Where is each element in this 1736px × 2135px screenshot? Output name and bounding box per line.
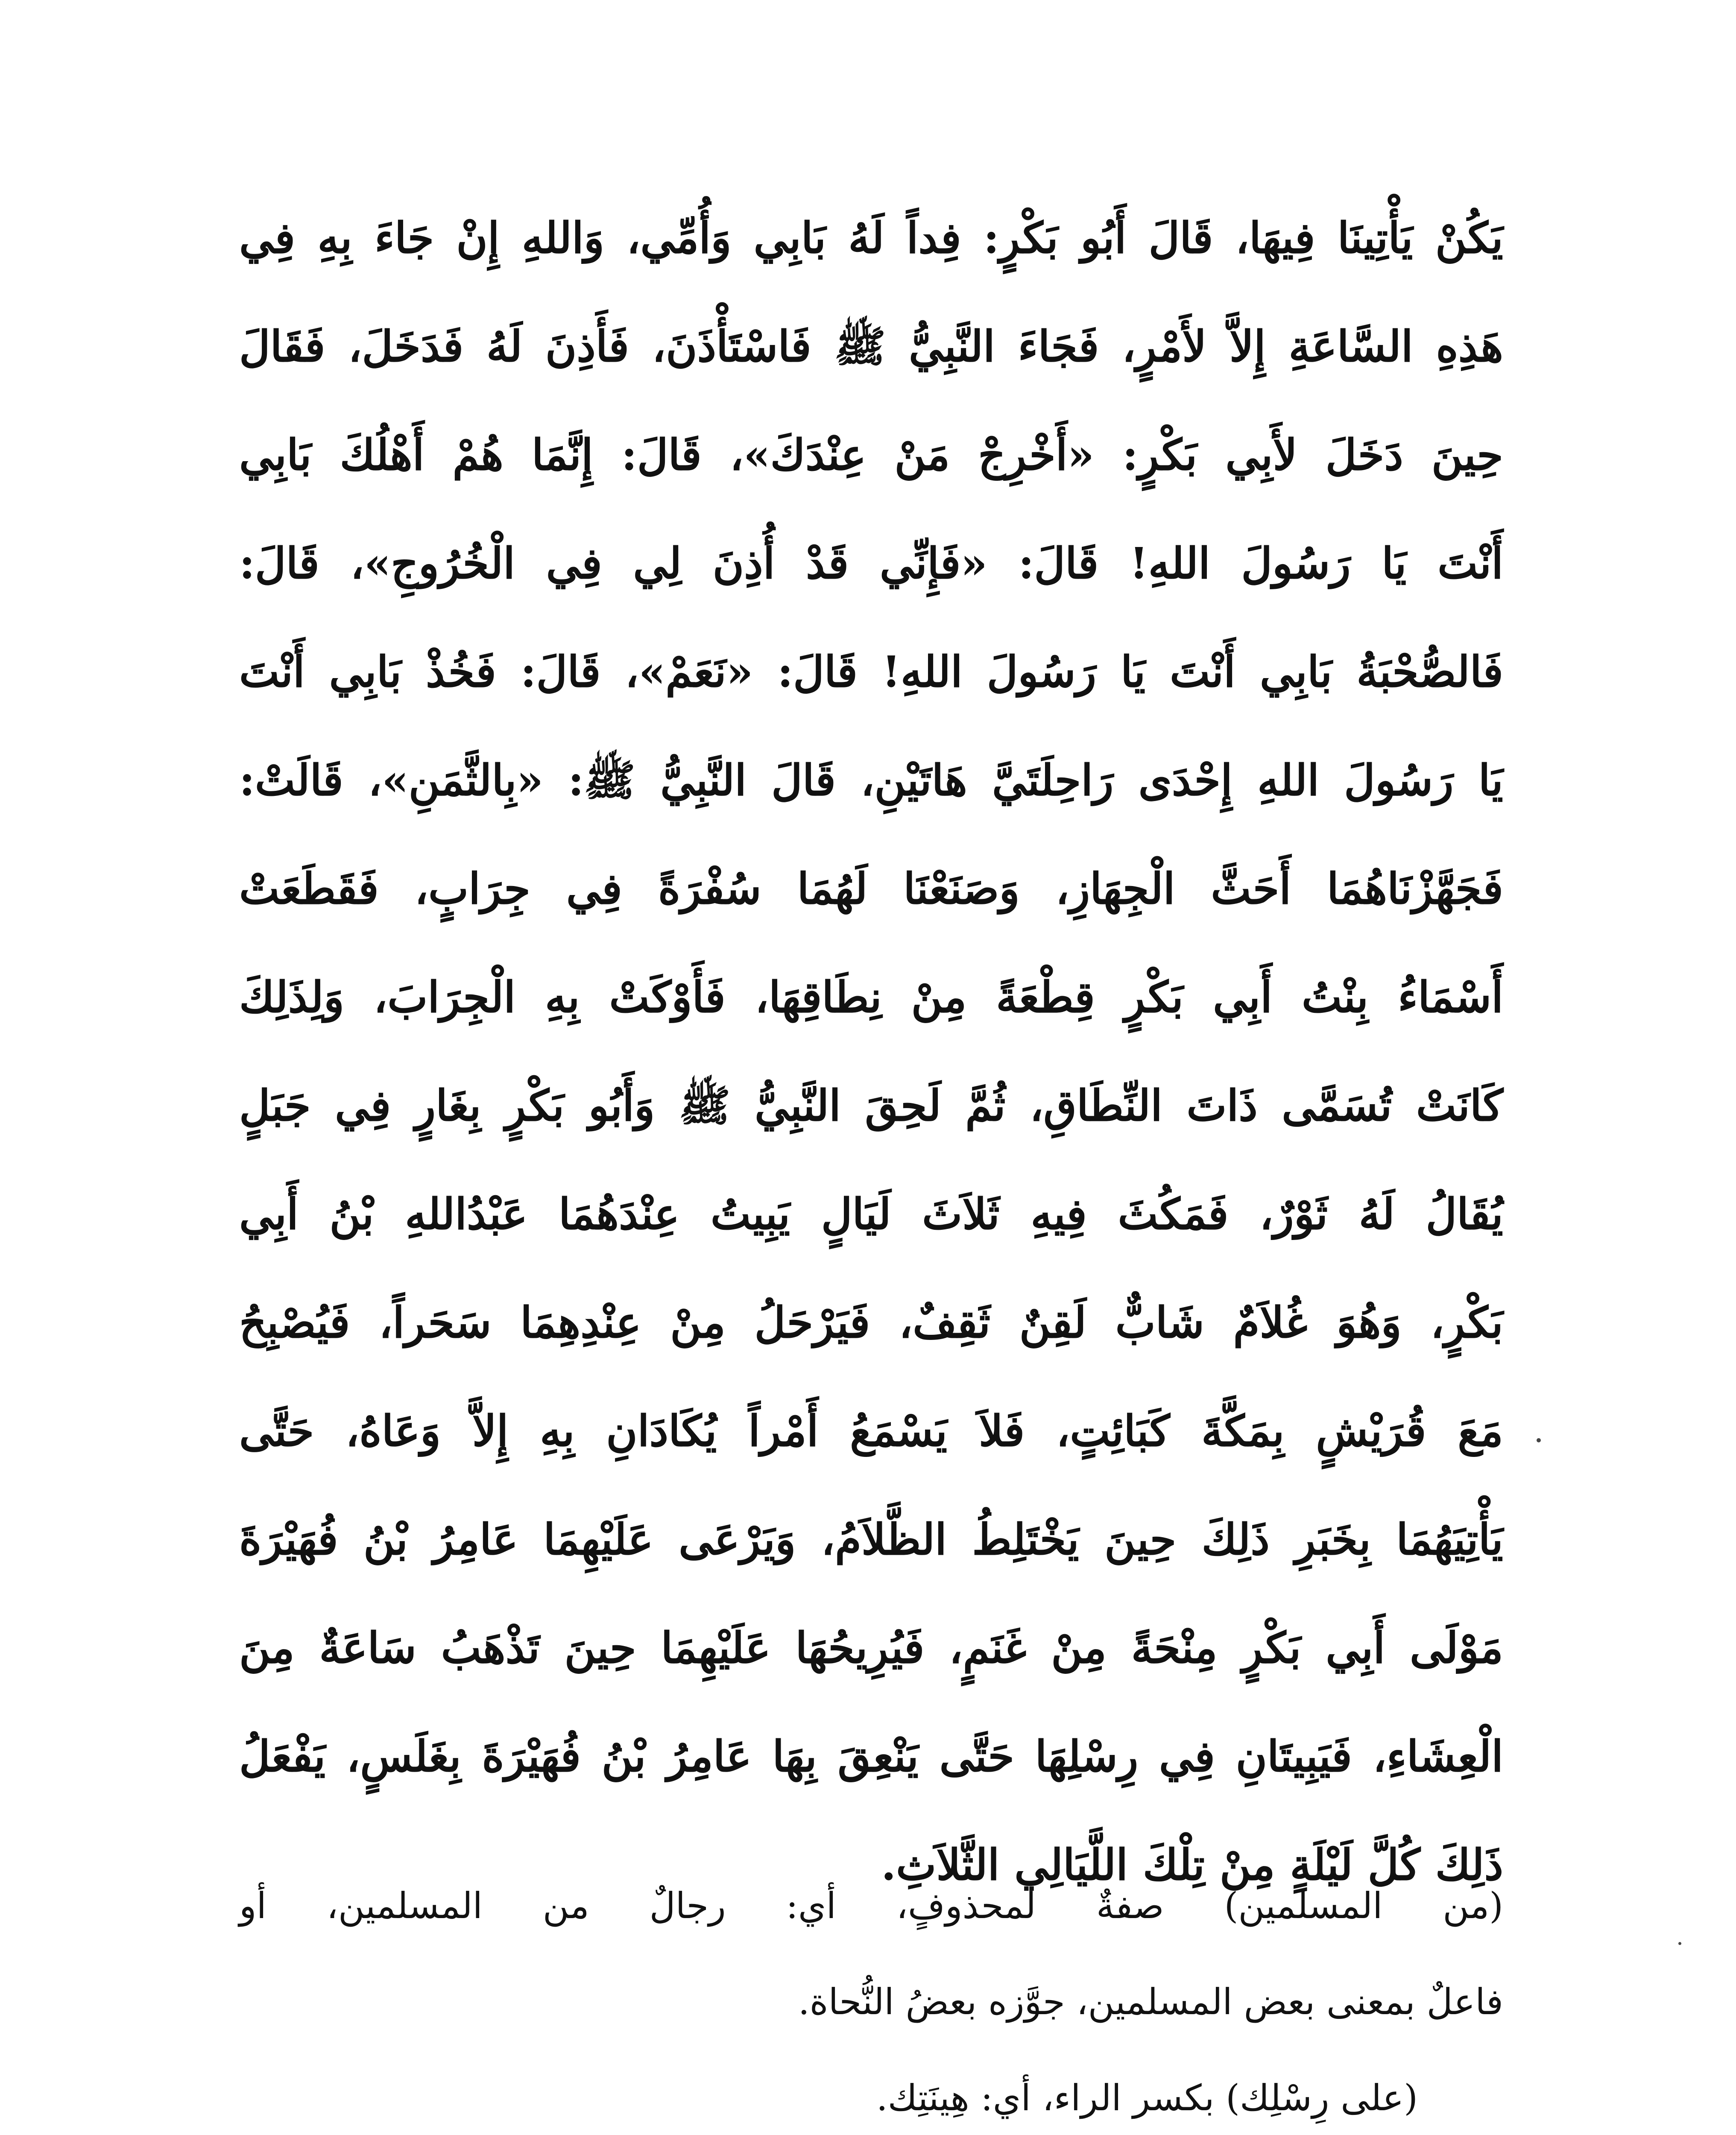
text-line-last: ذَلِكَ كُلَّ لَيْلَةٍ مِنْ تِلْكَ اللَّيَالِي الثَّلاَثِ. xyxy=(881,1840,1503,1890)
commentary-notes xyxy=(239,1857,1503,2135)
text-line: الْعِشَاءِ، فَيَبِيتَانِ فِي رِسْلِهَا حَتَّى يَنْعِقَ بِهَا عَامِرُ بْنُ فُهَيْرَةَ بِغَلَسٍ، يَفْعَلُ xyxy=(239,1731,1503,1781)
text-line: مَوْلَى أَبِي بَكْرٍ مِنْحَةً مِنْ غَنَمٍ، فَيُرِيحُهَا عَلَيْهِمَا حِينَ تَذْهَبُ سَاعَةٌ مِنَ xyxy=(239,1623,1503,1673)
text-line: يَا رَسُولَ اللهِ إِحْدَى رَاحِلَتَيَّ هَاتَيْنِ، قَالَ النَّبِيُّ ﷺ: «بِالثَّمَنِ»، قَالَتْ: xyxy=(239,755,1503,805)
text-line: يُقَالُ لَهُ ثَوْرٌ، فَمَكُثَ فِيهِ ثَلاَثَ لَيَالٍ يَبِيتُ عِنْدَهُمَا عَبْدُاللهِ بْنُ أَبِي xyxy=(239,1189,1503,1239)
text-line: هَذِهِ السَّاعَةِ إِلاَّ لأَمْرٍ، فَجَاءَ النَّبِيُّ ﷺ فَاسْتَأْذَنَ، فَأَذِنَ لَهُ فَدَخَلَ، فَقَالَ xyxy=(239,321,1503,371)
note-line: (من المسلمين) صفةٌ لمحذوفٍ، أي: رجالٌ من المسلمين، أو xyxy=(239,1884,1503,1927)
text-line: أَنْتَ يَا رَسُولَ اللهِ! قَالَ: «فَإِنِّي قَدْ أُذِنَ لِي فِي الْخُرُوجِ»، قَالَ: xyxy=(239,538,1503,588)
text-line: كَانَتْ تُسَمَّى ذَاتَ النِّطَاقِ، ثُمَّ لَحِقَ النَّبِيُّ ﷺ وَأَبُو بَكْرٍ بِغَارٍ فِي جَبَلٍ xyxy=(239,1080,1503,1131)
main-hadith-text xyxy=(239,184,1503,1919)
text-line: مَعَ قُرَيْشٍ بِمَكَّةَ كَبَائِتٍ، فَلاَ يَسْمَعُ أَمْراً يُكَادَانِ بِهِ إِلاَّ وَعَاهُ، حَتَّى xyxy=(239,1406,1503,1456)
scan-speck xyxy=(1678,1942,1681,1945)
text-line: بَكْرٍ، وَهُوَ غُلاَمٌ شَابٌّ لَقِنٌ ثَقِفٌ، فَيَرْحَلُ مِنْ عِنْدِهِمَا سَحَراً، فَيُصْبِحُ xyxy=(239,1297,1503,1348)
scan-speck xyxy=(1537,1438,1541,1442)
text-line: أَسْمَاءُ بِنْتُ أَبِي بَكْرٍ قِطْعَةً مِنْ نِطَاقِهَا، فَأَوْكَتْ بِهِ الْجِرَابَ، وَلِذَلِكَ xyxy=(239,972,1503,1022)
note-line: (على رِسْلِك) بكسر الراء، أي: هِينَتِك. xyxy=(876,2077,1418,2119)
text-line: حِينَ دَخَلَ لأَبِي بَكْرٍ: «أَخْرِجْ مَنْ عِنْدَكَ»، قَالَ: إِنَّمَا هُمْ أَهْلُكَ بَابِي xyxy=(239,430,1503,480)
text-line: فَالصُّحْبَةُ بَابِي أَنْتَ يَا رَسُولَ اللهِ! قَالَ: «نَعَمْ»، قَالَ: فَخُذْ بَابِي أَنْتَ xyxy=(239,646,1503,697)
text-line: فَجَهَّزْنَاهُمَا أَحَثَّ الْجِهَازِ، وَصَنَعْنَا لَهُمَا سُفْرَةً فِي جِرَابٍ، فَقَطَعَتْ xyxy=(239,863,1503,914)
text-line: يَكُنْ يَأْتِينَا فِيهَا، قَالَ أَبُو بَكْرٍ: فِداً لَهُ بَابِي وَأُمِّي، وَاللهِ إِنْ جَاءَ بِهِ فِي xyxy=(239,213,1503,263)
text-line: يَأْتِيَهُمَا بِخَبَرِ ذَلِكَ حِينَ يَخْتَلِطُ الظَّلاَمُ، وَيَرْعَى عَلَيْهِمَا عَامِرُ بْنُ فُهَيْرَةَ xyxy=(239,1514,1503,1565)
note-line: فاعلٌ بمعنى بعض المسلمين، جوَّزه بعضُ النُّحاة. xyxy=(798,1980,1503,2023)
